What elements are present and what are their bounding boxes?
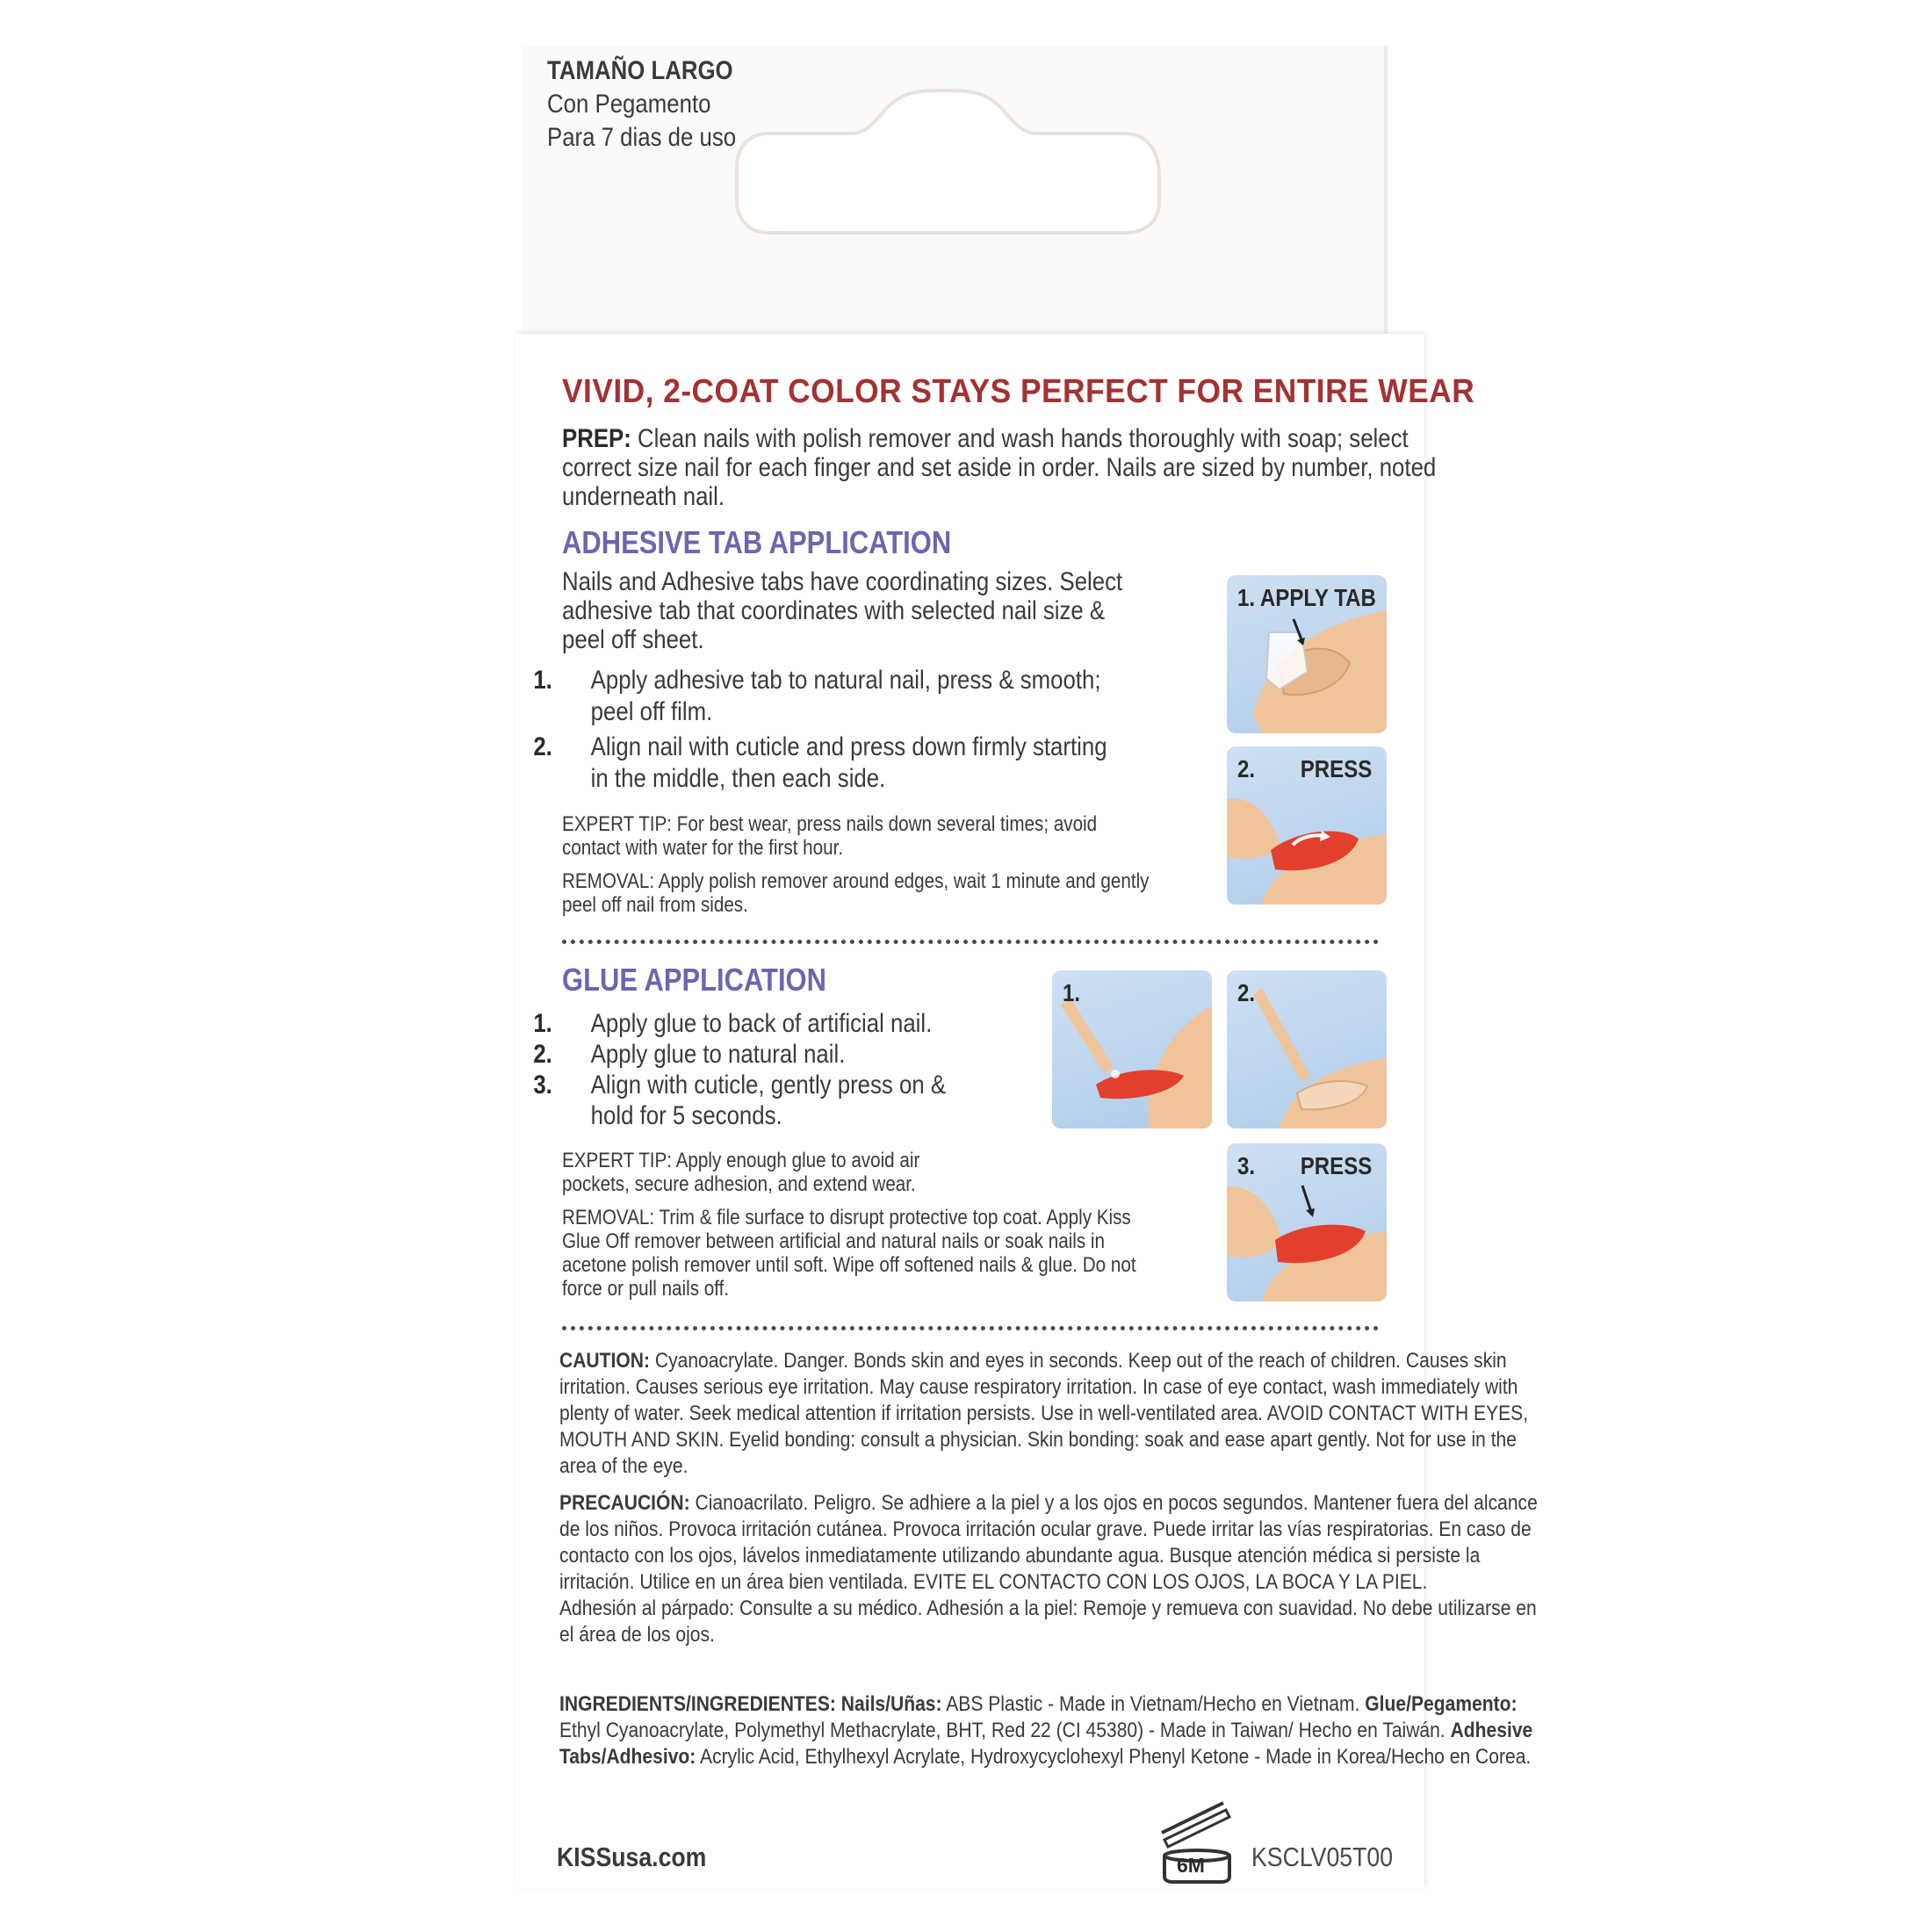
glue-expert-tip <box>562 1149 955 1196</box>
precaucion-text: Cianoacrilato. Peligro. Se adhiere a la piel y a los ojos en pocos segundos. Mantener fuera del alcance de los niños. Provoca irritación cutánea. Provoca irritación ocular grave. Puede irritar las vías respiratorias. En caso de contacto con los ojos, lávelos inmediatamente utilizando abundante agua. Busque atención médica si persiste la irritación. Utilice en un área bien ventilada. EVITE EL CONTACTO CON LOS OJOS, LA BOCA Y LA PIEL. <box>559 1491 1538 1594</box>
glue-text: Ethyl Cyanoacrylate, Polymethyl Methacrylate, BHT, Red 22 (CI 45380) - Made in Taiwan/ Hecho en Taiwán. <box>559 1719 1445 1742</box>
caution-label: CAUTION: <box>559 1349 650 1373</box>
ingredients-paragraph <box>559 1691 1541 1770</box>
caution-text: Cyanoacrylate. Danger. Bonds skin and eyes in seconds. Keep out of the reach of children. Causes skin irritation. Causes serious eye irritation. May cause respiratory irritation. In case of eye contact, wash immediately with plenty of water. Seek medical attention if irritation persists. Use in well-ventilated area. AVOID CONTACT WITH EYES, MOUTH AND SKIN. Eyelid bonding: consult a physician. Skin bonding: soak and ease apart gently. Not for use in the area of the eye. <box>559 1349 1529 1478</box>
tip-label: EXPERT TIP: <box>562 1149 673 1172</box>
step-text: Apply glue to back of artificial nail. <box>590 1009 933 1038</box>
step-text: Align nail with cuticle and press down firmly starting in the middle, then each side. <box>590 732 1107 793</box>
panel-label: 2. PRESS <box>1237 755 1373 782</box>
step-text: Apply glue to natural nail. <box>590 1040 846 1069</box>
step-number: 2. <box>533 732 552 761</box>
section-divider <box>562 1326 1379 1330</box>
nails-text: ABS Plastic - Made in Vietnam/Hecho en Vietnam. <box>946 1692 1360 1716</box>
adhesive-expert-tip <box>562 812 1151 860</box>
caution-paragraph <box>559 1348 1541 1480</box>
adhesive-step <box>533 665 1128 728</box>
adhesive-step <box>533 732 1128 795</box>
ingredients-label: INGREDIENTS/INGREDIENTES: <box>559 1692 836 1716</box>
removal-text: Apply polish remover around edges, wait 1 minute and gently peel off nail from sides. <box>562 869 1150 917</box>
wear-note: Para 7 dias de uso <box>547 123 737 152</box>
glue-section-title: GLUE APPLICATION <box>562 962 826 998</box>
glue-step <box>533 1008 955 1039</box>
glue-steps <box>533 1008 955 1131</box>
precaucion-text-2: Adhesión al párpado: Consulte a su médico. Adhesión a la piel: Remoje y remueva con suavidad. No debe utilizarse en el área de los ojos. <box>559 1597 1537 1647</box>
apply-tab-illustration <box>1227 575 1387 733</box>
glue-label: Glue/Pegamento: <box>1365 1692 1517 1716</box>
glue-removal <box>562 1206 1166 1301</box>
section-divider <box>562 940 1379 944</box>
nails-label: Nails/Uñas: <box>840 1692 942 1716</box>
step-number: 2. <box>533 1040 552 1069</box>
glue-note: Con Pegamento <box>547 90 711 119</box>
glue-step2-illustration <box>1227 970 1387 1128</box>
pao-label: 6M <box>1177 1854 1205 1877</box>
adhesive-intro: Nails and Adhesive tabs have coordinating sizes. Select adhesive tab that coordinates with selected nail size & peel off sheet. <box>562 567 1123 654</box>
removal-label: REMOVAL: <box>562 869 655 893</box>
hang-tab-text <box>547 54 736 155</box>
press-illustration <box>1227 746 1387 905</box>
glue-step <box>533 1039 955 1070</box>
website-url: KISSusa.com <box>557 1842 707 1872</box>
adhesive-removal <box>562 869 1151 917</box>
removal-label: REMOVAL: <box>562 1206 655 1229</box>
step-number: 3. <box>533 1071 552 1099</box>
tip-label: EXPERT TIP: <box>562 812 673 836</box>
product-code: KSCLV05T00 <box>1251 1842 1394 1872</box>
tabs-label: Adhesive Tabs/Adhesivo: <box>559 1719 1533 1769</box>
step-text: Align with cuticle, gently press on & hold for 5 seconds. <box>590 1071 947 1130</box>
adhesive-steps <box>533 665 1128 798</box>
prep-label: PREP: <box>562 424 631 453</box>
glue-step3-illustration <box>1227 1143 1387 1301</box>
adhesive-section-title: ADHESIVE TAB APPLICATION <box>562 524 952 560</box>
panel-label: 2. <box>1237 979 1256 1006</box>
step-number: 1. <box>533 1009 552 1038</box>
glue-step <box>533 1070 955 1131</box>
hang-hole <box>733 88 1164 235</box>
panel-label: 1. <box>1063 979 1081 1006</box>
step-text: Apply adhesive tab to natural nail, press & smooth; peel off film. <box>590 666 1101 726</box>
prep-text: Clean nails with polish remover and wash hands thoroughly with soap; select correct size nail for each finger and set aside in order. Nails are sized by number, noted underneath nail. <box>562 424 1437 511</box>
tip-text: Apply enough glue to avoid air pockets, secure adhesion, and extend wear. <box>562 1149 920 1196</box>
panel-label: 1. APPLY TAB <box>1237 584 1376 611</box>
glue-step1-illustration <box>1052 970 1212 1128</box>
prep-paragraph <box>562 424 1438 511</box>
precaucion-label: PRECAUCIÓN: <box>559 1491 690 1515</box>
tabs-text: Acrylic Acid, Ethylhexyl Acrylate, Hydroxycyclohexyl Phenyl Ketone - Made in Korea/Hecho en Corea. <box>700 1745 1532 1769</box>
precaucion-paragraph <box>559 1490 1541 1648</box>
panel-label: 3. PRESS <box>1237 1152 1373 1179</box>
headline: VIVID, 2-COAT COLOR STAYS PERFECT FOR ENTIRE WEAR <box>562 373 1475 410</box>
size-label: TAMAÑO LARGO <box>547 56 733 85</box>
tip-text: For best wear, press nails down several times; avoid contact with water for the first hour. <box>562 812 1098 860</box>
step-number: 1. <box>533 666 552 695</box>
removal-text: Trim & file surface to disrupt protective top coat. Apply Kiss Glue Off remover between artificial and natural nails or soak nails in acetone polish remover until soft. Wipe off softened nails & glue. Do not force or pull nails off. <box>562 1206 1136 1301</box>
